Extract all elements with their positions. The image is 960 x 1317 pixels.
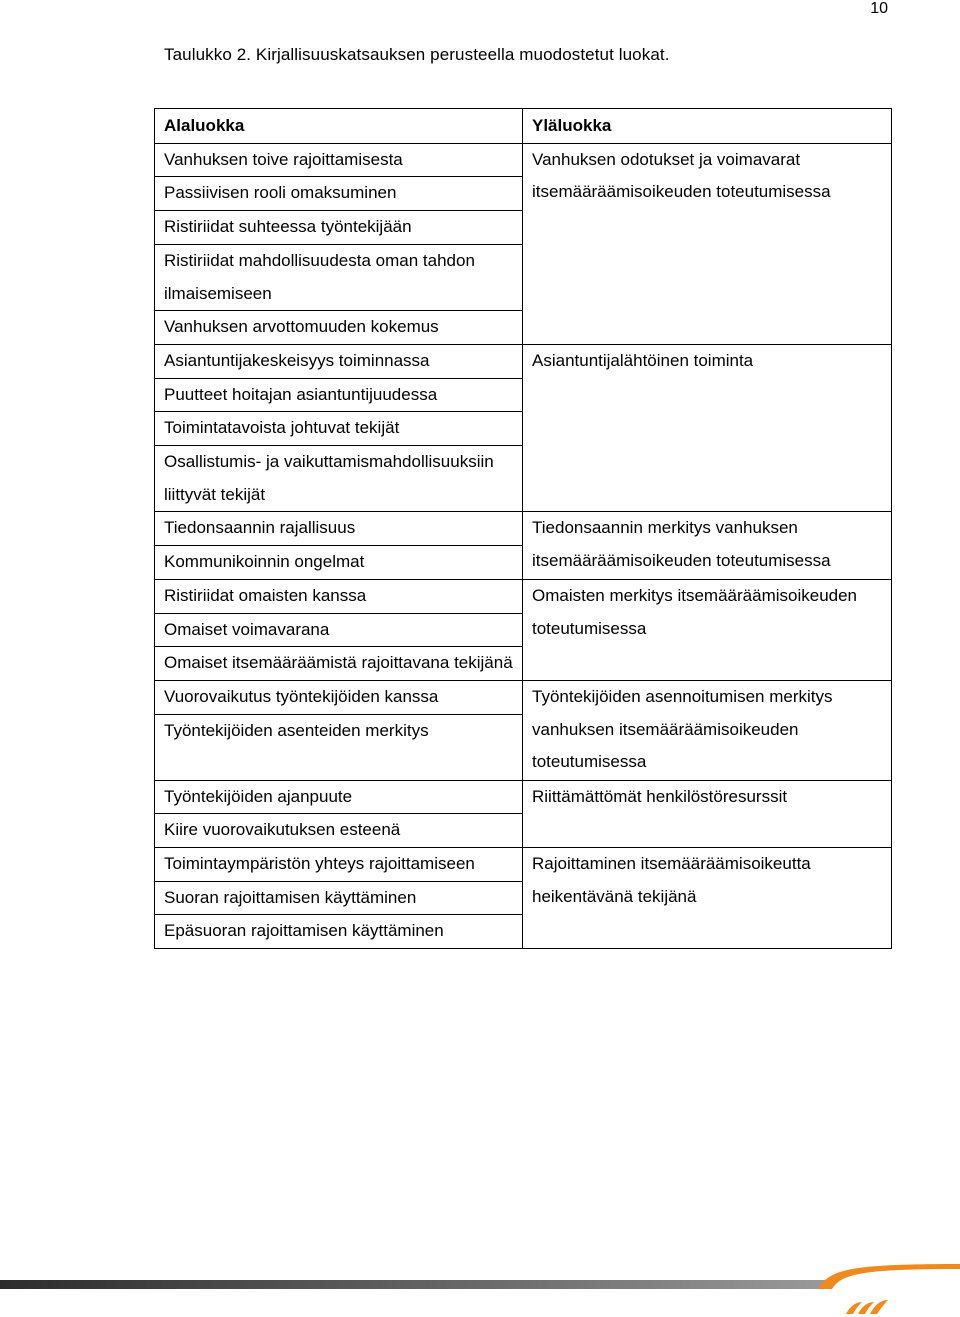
subcategory-cell: Työntekijöiden asenteiden merkitys xyxy=(155,714,523,780)
maincategory-cell: Työntekijöiden asennoitumisen merkitys vanhuksen itsemääräämisoikeuden toteutumisessa xyxy=(523,680,892,780)
subcategory-cell: Omaiset itsemääräämistä rajoittavana tekijänä xyxy=(155,647,523,681)
subcategory-cell: Vanhuksen arvottomuuden kokemus xyxy=(155,311,523,345)
subcategory-cell: Kiire vuorovaikutuksen esteenä xyxy=(155,814,523,848)
subcategory-cell: Passiivisen rooli omaksuminen xyxy=(155,177,523,211)
header-maincategory: Yläluokka xyxy=(523,109,892,144)
subcategory-cell: Kommunikoinnin ongelmat xyxy=(155,546,523,580)
subcategory-cell: Asiantuntijakeskeisyys toiminnassa xyxy=(155,344,523,378)
subcategory-cell: Ristiriidat omaisten kanssa xyxy=(155,579,523,613)
subcategory-cell: Toimintaympäristön yhteys rajoittamiseen xyxy=(155,848,523,882)
maincategory-cell: Riittämättömät henkilöstöresurssit xyxy=(523,780,892,847)
subcategory-cell: Tiedonsaannin rajallisuus xyxy=(155,512,523,546)
subcategory-cell: Suoran rajoittamisen käyttäminen xyxy=(155,881,523,915)
maincategory-cell: Asiantuntijalähtöinen toiminta xyxy=(523,344,892,512)
footer-logo-icon xyxy=(0,1262,960,1317)
maincategory-cell: Vanhuksen odotukset ja voimavarat itsemääräämisoikeuden toteutumisessa xyxy=(523,143,892,344)
table-caption: Taulukko 2. Kirjallisuuskatsauksen perusteella muodostetut luokat. xyxy=(164,45,670,64)
subcategory-cell: Työntekijöiden ajanpuute xyxy=(155,780,523,814)
maincategory-cell: Omaisten merkitys itsemääräämisoikeuden toteutumisessa xyxy=(523,579,892,680)
subcategory-cell: Omaiset voimavarana xyxy=(155,613,523,647)
header-subcategory: Alaluokka xyxy=(155,109,523,144)
page-number: 10 xyxy=(870,0,888,17)
subcategory-cell: Vanhuksen toive rajoittamisesta xyxy=(155,143,523,177)
subcategory-cell: Ristiriidat mahdollisuudesta oman tahdon ilmaisemiseen xyxy=(155,244,523,310)
subcategory-cell: Puutteet hoitajan asiantuntijuudessa xyxy=(155,378,523,412)
table-header-row xyxy=(155,109,892,144)
subcategory-cell: Osallistumis- ja vaikuttamismahdollisuuksiin liittyvät tekijät xyxy=(155,446,523,512)
maincategory-cell: Tiedonsaannin merkitys vanhuksen itsemääräämisoikeuden toteutumisessa xyxy=(523,512,892,579)
subcategory-cell: Ristiriidat suhteessa työntekijään xyxy=(155,211,523,245)
subcategory-cell: Vuorovaikutus työntekijöiden kanssa xyxy=(155,680,523,714)
subcategory-cell: Toimintatavoista johtuvat tekijät xyxy=(155,412,523,446)
category-table xyxy=(154,108,892,949)
subcategory-cell: Epäsuoran rajoittamisen käyttäminen xyxy=(155,915,523,949)
maincategory-cell: Rajoittaminen itsemääräämisoikeutta heikentävänä tekijänä xyxy=(523,848,892,949)
